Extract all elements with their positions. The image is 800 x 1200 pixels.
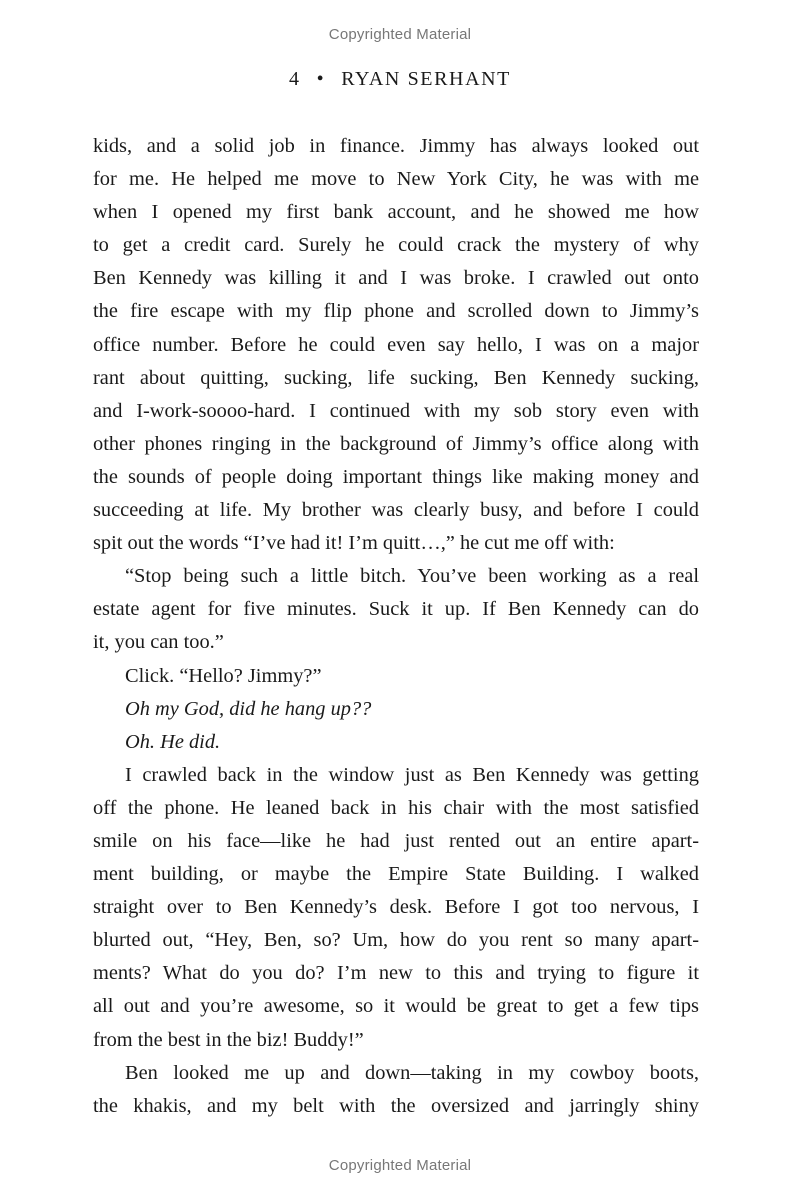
text-line: the khakis, and my belt with the oversized and jarringly shiny [93,1094,699,1117]
text-line: and I-work-soooo-hard. I continued with my sob story even with [93,399,699,422]
text-line: rant about quitting, sucking, life sucking, Ben Kennedy sucking, [93,366,699,389]
text-line: blurted out, “Hey, Ben, so? Um, how do you rent so many apart- [93,929,699,952]
text-line: other phones ringing in the background of Jimmy’s office along with [93,432,699,455]
text-line: estate agent for five minutes. Suck it up. If Ben Kennedy can do [93,598,699,621]
text-line: I crawled back in the window just as Ben Kennedy was getting [125,763,699,786]
running-head [0,68,800,91]
text-line: when I opened my first bank account, and he showed me how [93,201,699,224]
text-line: the sounds of people doing important things like making money and [93,465,699,488]
text-line: spit out the words “I’ve had it! I’m quitt…,” he cut me off with: [93,532,615,555]
text-line: straight over to Ben Kennedy’s desk. Before I got too nervous, I [93,896,699,919]
text-line: to get a credit card. Surely he could crack the mystery of why [93,234,699,257]
copyright-watermark-top: Copyrighted Material [328,26,472,43]
text-line: it, you can too.” [93,631,224,654]
text-line: ments? What do you do? I’m new to this and trying to figure it [93,962,699,985]
header-separator: • [316,68,326,90]
text-line: the fire escape with my flip phone and scrolled down to Jimmy’s [93,300,699,323]
author-name: RYAN SERHANT [341,68,511,90]
text-line: for me. He helped me move to New York City, he was with me [93,168,699,191]
text-line: Ben looked me up and down—taking in my cowboy boots, [125,1061,699,1084]
copyright-watermark-bottom: Copyrighted Material [328,1157,472,1174]
text-line: all out and you’re awesome, so it would be great to get a few tips [93,995,699,1018]
text-line: succeeding at life. My brother was clearly busy, and before I could [93,499,699,522]
text-line: Ben Kennedy was killing it and I was broke. I crawled out onto [93,267,699,290]
body-text [93,130,699,1123]
text-line: Oh my God, did he hang up?? [125,697,372,720]
text-line: kids, and a solid job in finance. Jimmy has always looked out [93,135,699,157]
text-line: smile on his face—like he had just rented out an entire apart- [93,829,699,852]
text-line: Click. “Hello? Jimmy?” [125,664,322,687]
page-number: 4 [289,68,301,90]
text-line: ment building, or maybe the Empire State Building. I walked [93,863,699,886]
text-line: “Stop being such a little bitch. You’ve been working as a real [125,565,699,588]
text-line: office number. Before he could even say hello, I was on a major [93,333,699,356]
text-line: Oh. He did. [125,730,221,753]
text-line: off the phone. He leaned back in his chair with the most satisfied [93,796,699,819]
text-line: from the best in the biz! Buddy!” [93,1028,364,1051]
